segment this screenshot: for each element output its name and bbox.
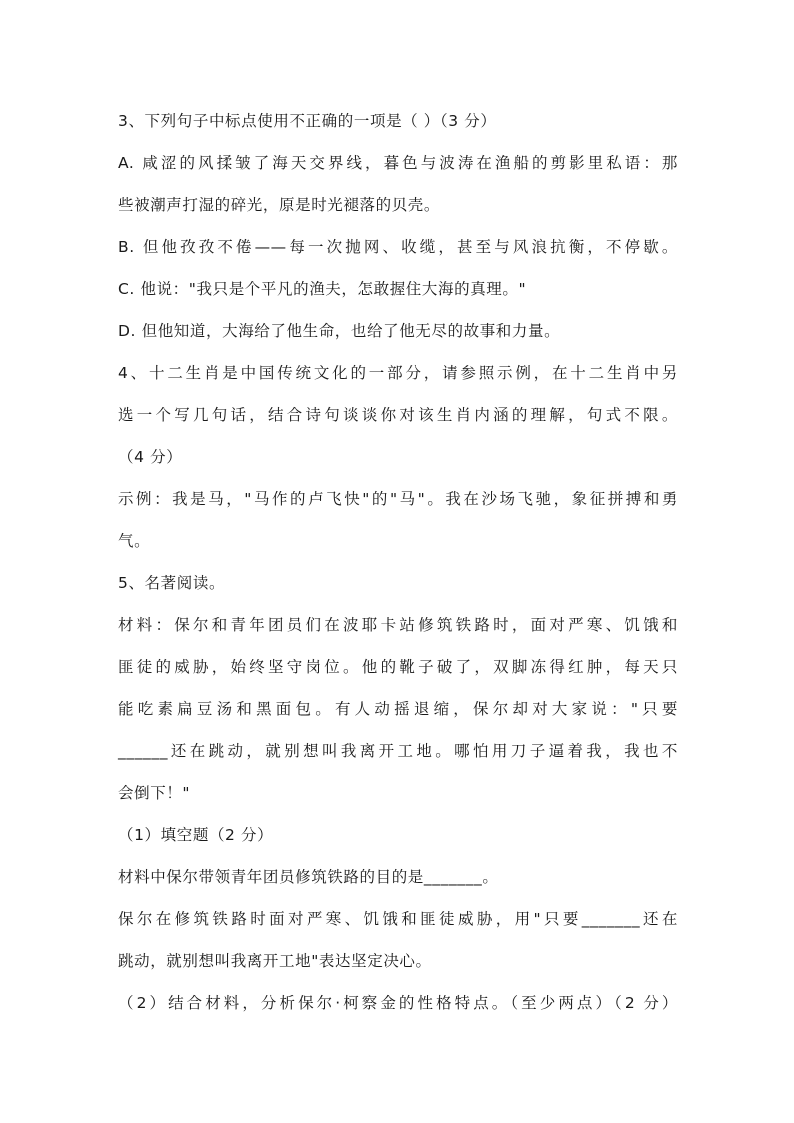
q5-material-line4: ______还在跳动，就别想叫我离开工地。哪怕用刀子逼着我，我也不 bbox=[118, 742, 678, 760]
q3-option-b: B. 但他孜孜不倦——每一次抛网、收缆，甚至与风浪抗衡，不停歇。 bbox=[118, 238, 678, 256]
q5-material-line5: 会倒下！" bbox=[118, 784, 191, 802]
q3-option-c: C. 他说："我只是个平凡的渔夫，怎敢握住大海的真理。" bbox=[118, 280, 527, 298]
q5-material-line2: 匪徒的威胁，始终坚守岗位。他的靴子破了，双脚冻得红肿，每天只 bbox=[118, 658, 678, 676]
q5-sub1-blank2-line2: 跳动，就别想叫我离开工地"表达坚定决心。 bbox=[118, 952, 432, 970]
q4-example-line2: 气。 bbox=[118, 532, 151, 550]
q5-material-line3: 能吃素扁豆汤和黑面包。有人动摇退缩，保尔却对大家说："只要 bbox=[118, 700, 678, 718]
q4-stem-line1: 4、十二生肖是中国传统文化的一部分，请参照示例，在十二生肖中另 bbox=[118, 364, 678, 382]
q4-score: （4 分） bbox=[118, 448, 183, 466]
q3-option-a-line1: A. 咸涩的风揉皱了海天交界线，暮色与波涛在渔船的剪影里私语：那 bbox=[118, 154, 678, 172]
q5-sub1-blank1: 材料中保尔带领青年团员修筑铁路的目的是_______。 bbox=[118, 868, 499, 886]
q3-option-d: D. 但他知道，大海给了他生命，也给了他无尽的故事和力量。 bbox=[118, 322, 561, 340]
q5-sub1-blank2-line1: 保尔在修筑铁路时面对严寒、饥饿和匪徒威胁，用"只要_______还在 bbox=[118, 910, 678, 928]
q5-stem: 5、名著阅读。 bbox=[118, 574, 226, 592]
q4-example-line1: 示例：我是马，"马作的卢飞快"的"马"。我在沙场飞驰，象征拼搏和勇 bbox=[118, 490, 678, 508]
q3-option-a-line2: 些被潮声打湿的碎光，原是时光褪落的贝壳。 bbox=[118, 196, 441, 214]
q4-stem-line2: 选一个写几句话，结合诗句谈谈你对该生肖内涵的理解，句式不限。 bbox=[118, 406, 678, 424]
q5-material-line1: 材料：保尔和青年团员们在波耶卡站修筑铁路时，面对严寒、饥饿和 bbox=[118, 616, 678, 634]
q3-stem: 3、下列句子中标点使用不正确的一项是（ ）（3 分） bbox=[118, 112, 497, 130]
q5-sub1-title: （1）填空题（2 分） bbox=[118, 826, 274, 844]
q5-sub2-title: （2）结合材料，分析保尔·柯察金的性格特点。（至少两点）（2 分） bbox=[118, 994, 678, 1012]
document-body bbox=[118, 100, 678, 1024]
